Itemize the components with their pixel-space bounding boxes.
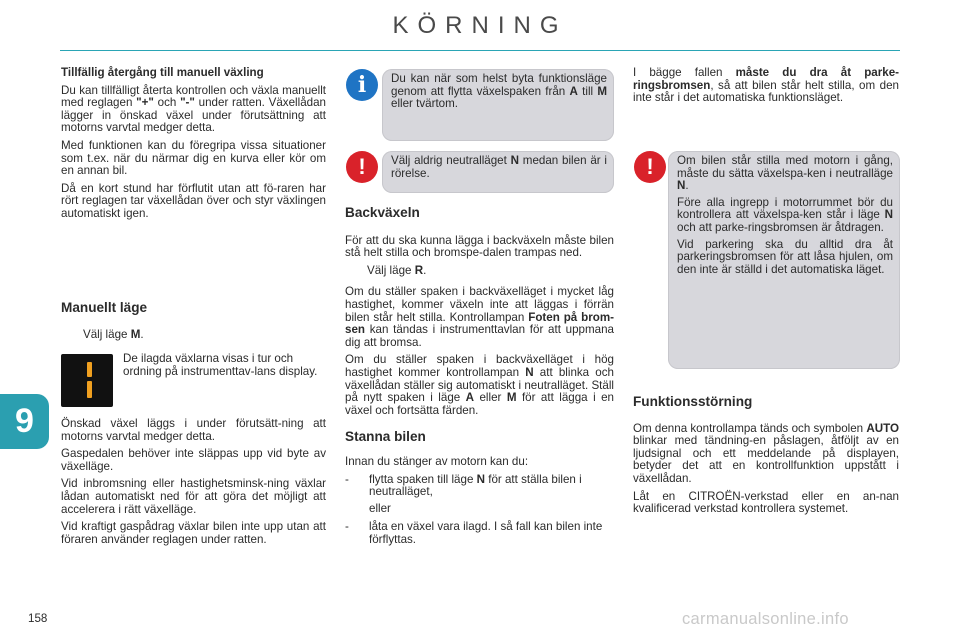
text: och xyxy=(153,96,181,110)
info-icon: i xyxy=(346,69,378,101)
paragraph-temporary-2: Med funktionen kan du föregripa vissa situationer som t.ex. när du närmar dig en kurva eller kör om en annan bil. xyxy=(61,138,326,178)
display-caption: De ilagda växlarna visas i tur och ordning på instrumenttav-lans display. xyxy=(123,352,318,378)
mode-n: N xyxy=(884,208,893,222)
text: . xyxy=(140,327,144,341)
text: flytta spaken till läge xyxy=(369,472,477,486)
text: blinkar med tändning-en påslagen, åtföljt av en ljudsignal och ett meddelande på displayen, betyder det att en kontrollfunktion uppstått i växellådan. xyxy=(633,434,899,485)
heading-malfunction: Funktionsstörning xyxy=(633,394,753,409)
text: till xyxy=(577,84,598,98)
text: medan bilen är i rörelse. xyxy=(391,154,607,180)
text: Om bilen står stilla med motorn i gång, måste du sätta växelspa-ken i neutralläge xyxy=(677,154,893,180)
column-right-bottom xyxy=(633,396,899,521)
text: Om du ställer spaken i backväxelläget i hög hastighet kommer kontrollampan xyxy=(345,353,614,379)
gear-display-image xyxy=(61,354,113,407)
text: och att parke-ringsbromsen är åtdragen. xyxy=(677,220,884,234)
heading-stop: Stanna bilen xyxy=(345,429,426,445)
paragraph-manual-2: Gaspedalen behöver inte släppas upp vid byte av växelläge. xyxy=(61,447,326,473)
lamp-name: Foten på brom-sen xyxy=(345,310,615,337)
text: Välj läge xyxy=(367,263,415,277)
heading-manual-mode: Manuellt läge xyxy=(61,300,148,315)
paragraph-temporary-1 xyxy=(61,85,326,135)
mode-n: N xyxy=(677,179,686,193)
mode-n: N xyxy=(525,365,534,379)
column-left-bottom xyxy=(61,418,326,551)
bullet-select-r xyxy=(345,265,614,278)
mode-n: N xyxy=(510,154,520,167)
chapter-number: 9 xyxy=(15,402,34,440)
heading-reverse: Backväxeln xyxy=(345,205,420,220)
list-text xyxy=(369,474,614,499)
auto-symbol: AUTO xyxy=(866,421,899,435)
bullet-text xyxy=(83,329,144,342)
warning-text-2 xyxy=(677,197,893,235)
mode-m: M xyxy=(597,84,608,98)
list-or: eller xyxy=(369,501,391,515)
column-left xyxy=(61,67,326,226)
warning-box xyxy=(382,151,614,193)
display-caption-block xyxy=(123,353,326,383)
mode-m: M xyxy=(130,327,141,341)
text: Om denna kontrollampa tänds och symbolen xyxy=(633,421,867,435)
warning-text-1 xyxy=(677,155,893,193)
warning-box-large xyxy=(668,151,900,369)
text: , så att bilen står helt stilla, om den inte står i det automatiska funktionsläget. xyxy=(633,78,899,105)
paragraph-temporary-3: Då en kort stund har förflutit utan att fö-raren har rört reglagen tar växellådan över och styr växlingen automatiskt igen. xyxy=(61,181,326,220)
list-item-stop-1 xyxy=(345,474,614,499)
page-title: KÖRNING xyxy=(392,12,568,39)
column-right-top xyxy=(633,67,899,110)
paragraph-parking xyxy=(633,67,899,105)
gear-digit-icon xyxy=(61,354,113,407)
mode-a: A xyxy=(465,391,475,405)
heading-temporary-manual: Tillfällig återgång till manuell växling xyxy=(61,66,264,79)
mode-m: M xyxy=(506,391,517,405)
dash-marker: - xyxy=(345,472,349,486)
paragraph-manual-3: Vid inbromsning eller hastighetsminsk-ning växlar lådan automatiskt ned för att göra det möjligt att accelerera i rätt växelläge. xyxy=(61,477,326,516)
pointer-icon xyxy=(61,329,77,342)
paragraph-reverse-2 xyxy=(345,286,614,349)
text: för att ställa bilen i neutralläget, xyxy=(369,472,582,499)
text: Du kan när som helst byta funktionsläge genom att flytta växelspaken från xyxy=(391,72,607,98)
text: Om du ställer spaken i backväxelläget i mycket låg hastighet, kommer växeln inte att läggas i förrän bilen står helt stilla. Kontrollampan xyxy=(345,285,614,324)
warning-icon: ! xyxy=(634,151,666,183)
paragraph-manual-4: Vid kraftigt gaspådrag växlar bilen inte upp utan att föraren använder reglagen under ratten. xyxy=(61,520,326,546)
mode-a: A xyxy=(569,84,578,98)
column-middle xyxy=(345,207,614,549)
minus-symbol: "-" xyxy=(180,96,195,110)
text: eller xyxy=(474,391,507,405)
bullet-text xyxy=(367,265,426,278)
warning-text xyxy=(391,155,607,180)
text: kan tändas i instrumenttavlan för att uppmana dig att bromsa. xyxy=(345,323,614,349)
info-text xyxy=(391,73,607,111)
chapter-tab xyxy=(0,394,49,449)
list-text: låta en växel vara ilagd. I så fall kan bilen inte förflyttas. xyxy=(369,520,603,546)
paragraph-reverse-1: För att du ska kunna lägga i backväxeln måste bilen stå helt stilla och bromspe-dalen trampas ned. xyxy=(345,233,614,260)
text: att blinka och växellådan ställer sig automatiskt i neutralläget. Ställ på nytt spaken i läge xyxy=(345,365,614,405)
text: under ratten. Växellådan lägger in önskad växel under förutsättning att motorns varvtal medger detta. xyxy=(61,96,326,135)
text: Välj aldrig neutralläget xyxy=(391,154,511,167)
text: Före alla ingrepp i motorrummet bör du kontrollera att växelspa-ken står i läge xyxy=(677,195,893,222)
warning-text-3: Vid parkering ska du alltid dra åt parkeringsbromsen för att låsa hjulen, om den inte är ställd i det automatiska läget. xyxy=(677,237,893,276)
mode-r: R xyxy=(414,263,424,277)
bullet-select-m xyxy=(61,329,326,342)
paragraph-reverse-3 xyxy=(345,354,614,417)
list-item-stop-2 xyxy=(345,521,614,546)
text: för att lägga i en växel och fortsätta färden. xyxy=(345,391,614,417)
mode-n: N xyxy=(476,472,485,486)
paragraph-stop-intro: Innan du stänger av motorn kan du: xyxy=(345,454,529,468)
info-box xyxy=(382,69,614,141)
column-left-manual xyxy=(61,302,326,346)
text: eller tvärtom. xyxy=(391,97,459,111)
pointer-icon xyxy=(345,265,361,278)
watermark: carmanualsonline.info xyxy=(682,610,849,628)
text: Du kan tillfälligt återta kontrollen och växla manuellt med reglagen xyxy=(61,83,326,110)
warning-icon: ! xyxy=(346,151,378,183)
text: . xyxy=(423,263,427,277)
paragraph-manual-1: Önskad växel läggs i under förutsätt-ning att motorns varvtal medger detta. xyxy=(61,417,326,443)
paragraph-malfunction-1 xyxy=(633,423,899,486)
paragraph-malfunction-2: Låt en CITROËN-verkstad eller en an-nan kvalificerad verkstad kontrollera systemet. xyxy=(633,489,899,516)
page-number: 158 xyxy=(28,612,48,625)
dash-marker: - xyxy=(345,520,349,534)
emphasis: måste du dra åt parke-ringsbromsen xyxy=(633,66,899,92)
text: I bägge fallen xyxy=(633,66,736,79)
title-rule xyxy=(60,50,900,51)
text: . xyxy=(685,179,689,193)
plus-symbol: "+" xyxy=(136,96,154,110)
text: Välj läge xyxy=(83,327,131,341)
